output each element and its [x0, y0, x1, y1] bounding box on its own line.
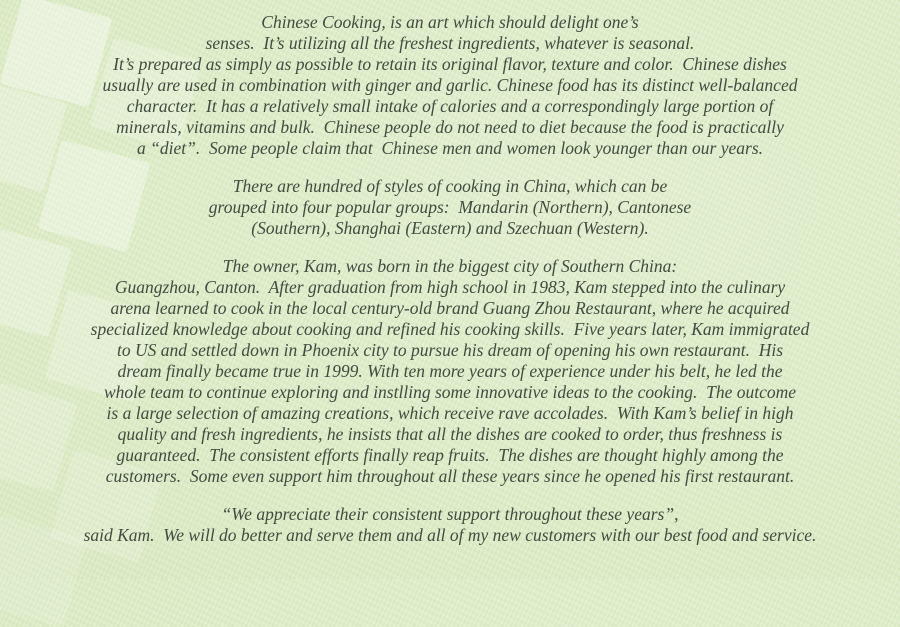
text-line: whole team to continue exploring and instlling some innovative ideas to the cooking. The outcome: [103, 382, 797, 402]
text-line: usually are used in combination with ginger and garlic. Chinese food has its distinct well-balanced: [102, 75, 798, 95]
text-line: The owner, Kam, was born in the biggest city of Southern China:: [222, 256, 678, 276]
text-line: to US and settled down in Phoenix city to pursue his dream of opening his own restaurant. His: [116, 340, 784, 360]
text-line: There are hundred of styles of cooking in China, which can be: [232, 176, 668, 196]
text-line: senses. It’s utilizing all the freshest ingredients, whatever is seasonal.: [205, 33, 695, 53]
text-line: dream finally became true in 1999. With ten more years of experience under his belt, he led the: [117, 361, 783, 381]
text-line: Guangzhou, Canton. After graduation from high school in 1983, Kam stepped into the culinary: [114, 277, 786, 297]
text-line: is a large selection of amazing creations, which receive rave accolades. With Kam’s belief in high: [106, 403, 794, 423]
text-line: a “diet”. Some people claim that Chinese men and women look younger than our years.: [136, 138, 764, 158]
text-line: character. It has a relatively small intake of calories and a correspondingly large portion of: [126, 96, 774, 116]
paragraph-intro: [24, 12, 876, 159]
text-line: “We appreciate their consistent support throughout these years”,: [221, 504, 679, 524]
text-line: (Southern), Shanghai (Eastern) and Szechuan (Western).: [251, 218, 649, 238]
text-line: specialized knowledge about cooking and refined his cooking skills. Five years later, Kam immigrated: [90, 319, 810, 339]
text-line: It’s prepared as simply as possible to retain its original flavor, texture and color. Chinese dishes: [113, 54, 787, 74]
text-line: minerals, vitamins and bulk. Chinese people do not need to diet because the food is practically: [116, 117, 784, 137]
text-line: grouped into four popular groups: Mandarin (Northern), Cantonese: [208, 197, 692, 217]
text-line: customers. Some even support him throughout all these years since he opened his first restaurant.: [105, 466, 795, 486]
text-line: guaranteed. The consistent efforts finally reap fruits. The dishes are thought highly among the: [116, 445, 784, 465]
paragraph-cooking-styles: [24, 176, 876, 239]
text-line: arena learned to cook in the local century-old brand Guang Zhou Restaurant, where he acquired: [110, 298, 790, 318]
text-line: said Kam. We will do better and serve them and all of my new customers with our best food and service.: [83, 525, 817, 545]
text-line: Chinese Cooking, is an art which should delight one’s: [261, 12, 639, 32]
paragraph-quote: [24, 504, 876, 546]
text-line: quality and fresh ingredients, he insists that all the dishes are cooked to order, thus freshness is: [117, 424, 783, 444]
paragraph-owner-story: [24, 256, 876, 487]
